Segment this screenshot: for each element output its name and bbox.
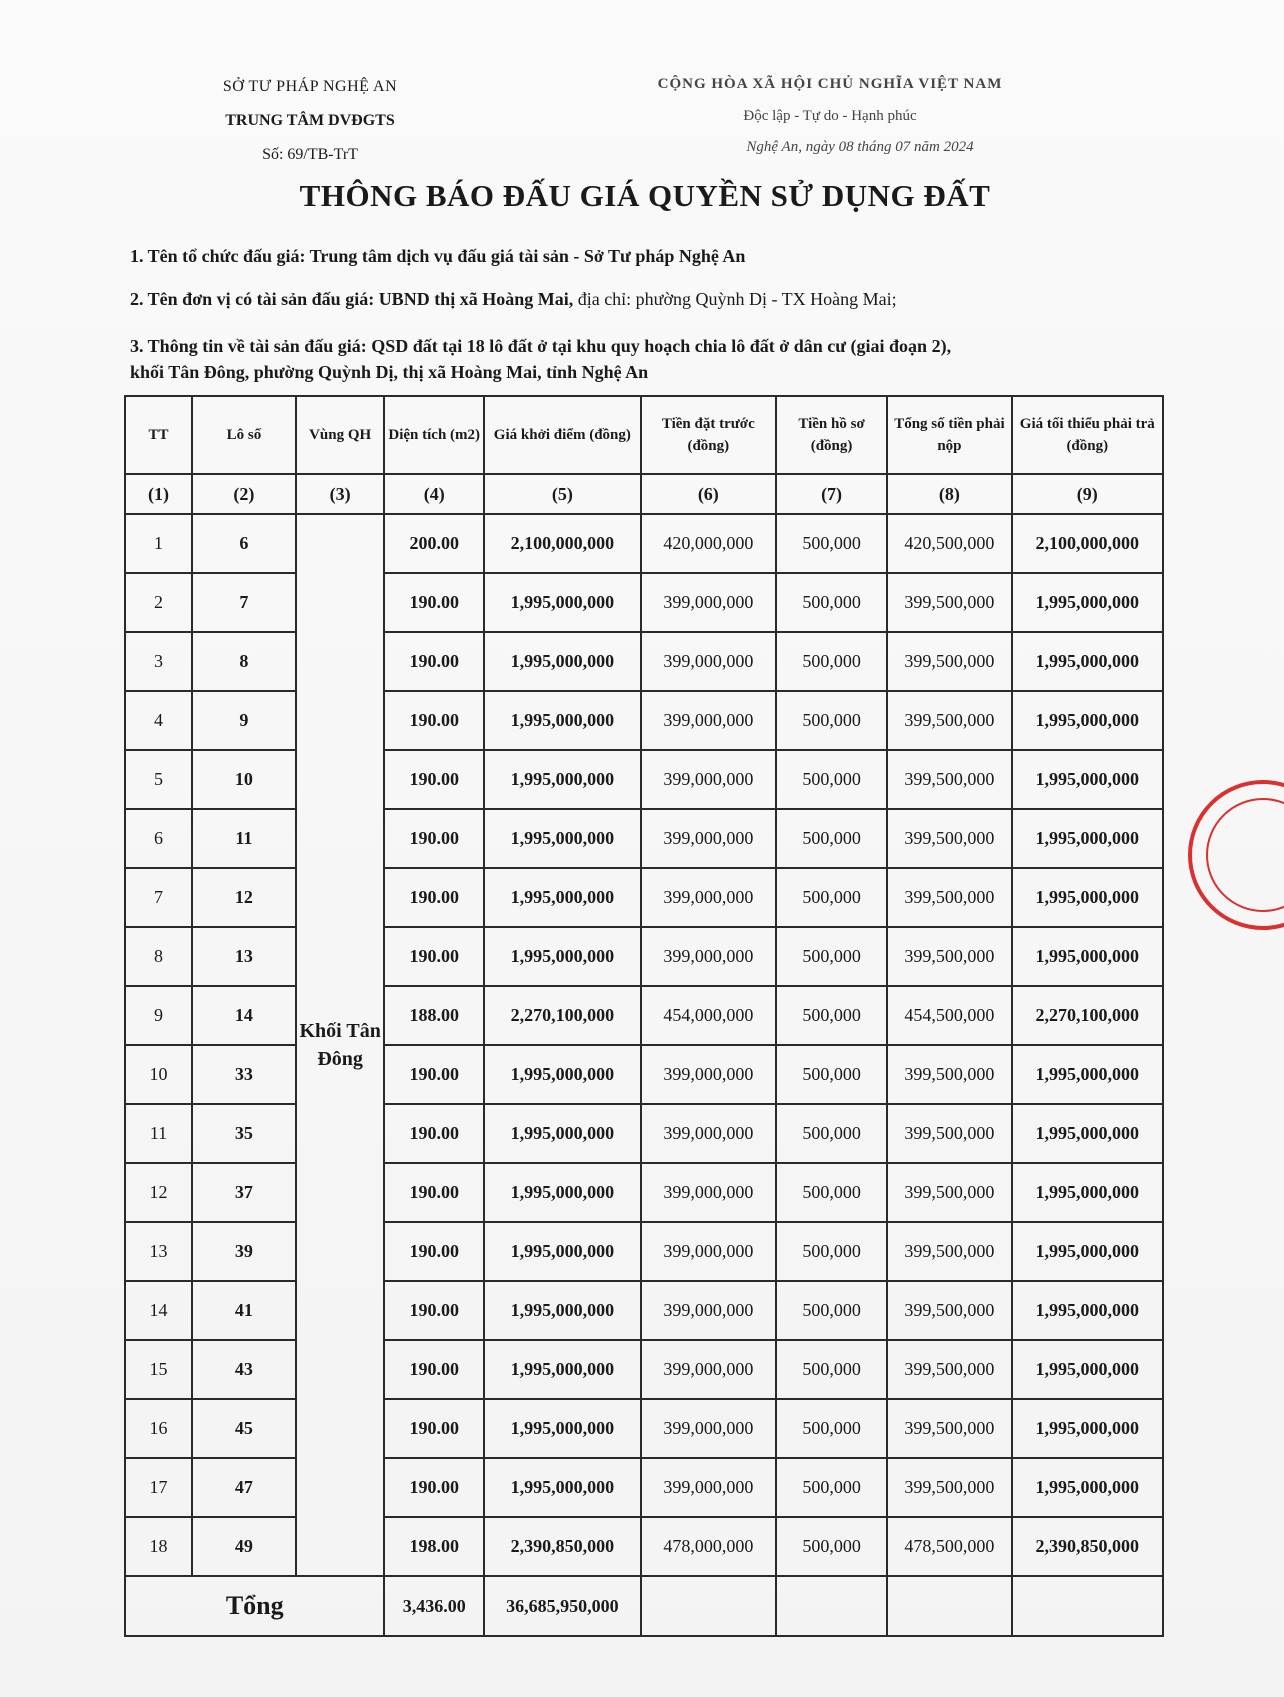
cell-area: 200.00 [384, 514, 483, 573]
cell-deposit: 399,000,000 [641, 1458, 776, 1517]
cell-min-price: 1,995,000,000 [1012, 573, 1163, 632]
cell-min-price: 1,995,000,000 [1012, 691, 1163, 750]
cell-start-price: 1,995,000,000 [484, 1340, 641, 1399]
cell-deposit: 399,000,000 [641, 750, 776, 809]
cell-area: 190.00 [384, 809, 483, 868]
cell-total-due: 399,500,000 [887, 750, 1011, 809]
cell-fee: 500,000 [776, 632, 887, 691]
cell-start-price: 1,995,000,000 [484, 868, 641, 927]
cell-area: 190.00 [384, 1340, 483, 1399]
cell-fee: 500,000 [776, 514, 887, 573]
cell-start-price: 1,995,000,000 [484, 809, 641, 868]
table-row [125, 1281, 1163, 1340]
table-row [125, 1222, 1163, 1281]
cell-zone: Khối Tân Đông [296, 514, 385, 1576]
cell-tt: 11 [125, 1104, 192, 1163]
cell-lot: 37 [192, 1163, 296, 1222]
cell-area: 190.00 [384, 927, 483, 986]
cell-tt: 17 [125, 1458, 192, 1517]
col-index: (8) [887, 474, 1011, 514]
place-date: Nghệ An, ngày 08 tháng 07 năm 2024 [746, 139, 974, 155]
cell-lot: 10 [192, 750, 296, 809]
col-index: (5) [484, 474, 641, 514]
cell-min-price: 1,995,000,000 [1012, 1163, 1163, 1222]
nation-name: CỘNG HÒA XÃ HỘI CHỦ NGHĨA VIỆT NAM [657, 76, 1003, 92]
cell-deposit: 399,000,000 [641, 1340, 776, 1399]
cell-fee: 500,000 [776, 986, 887, 1045]
cell-lot: 12 [192, 868, 296, 927]
table-row [125, 691, 1163, 750]
cell-min-price: 1,995,000,000 [1012, 1458, 1163, 1517]
cell-lot: 49 [192, 1517, 296, 1576]
cell-area: 190.00 [384, 750, 483, 809]
cell-min-price: 1,995,000,000 [1012, 1222, 1163, 1281]
col-index: (1) [125, 474, 192, 514]
cell-tt: 16 [125, 1399, 192, 1458]
cell-fee: 500,000 [776, 750, 887, 809]
cell-total-due: 399,500,000 [887, 1045, 1011, 1104]
cell-min-price: 1,995,000,000 [1012, 632, 1163, 691]
cell-min-price: 1,995,000,000 [1012, 1104, 1163, 1163]
cell-deposit: 399,000,000 [641, 1399, 776, 1458]
info-item-3-line1: 3. Thông tin về tài sản đấu giá: QSD đất tại 18 lô đất ở tại khu quy hoạch chia lô đất ở dân cư (giai đoạn 2), [130, 336, 952, 356]
col-header: Giá khởi điểm (đồng) [484, 396, 641, 474]
cell-start-price: 1,995,000,000 [484, 750, 641, 809]
cell-tt: 10 [125, 1045, 192, 1104]
cell-deposit: 399,000,000 [641, 1222, 776, 1281]
total-area: 3,436.00 [384, 1576, 483, 1636]
table-row [125, 514, 1163, 573]
table-row [125, 1045, 1163, 1104]
cell-min-price: 1,995,000,000 [1012, 927, 1163, 986]
cell-deposit: 399,000,000 [641, 691, 776, 750]
table-row [125, 1517, 1163, 1576]
cell-total-due: 399,500,000 [887, 632, 1011, 691]
cell-start-price: 1,995,000,000 [484, 1399, 641, 1458]
cell-fee: 500,000 [776, 927, 887, 986]
table-row [125, 1163, 1163, 1222]
table-row [125, 573, 1163, 632]
cell-lot: 43 [192, 1340, 296, 1399]
col-index: (9) [1012, 474, 1163, 514]
table-row [125, 1340, 1163, 1399]
cell-tt: 12 [125, 1163, 192, 1222]
cell-start-price: 1,995,000,000 [484, 1104, 641, 1163]
cell-area: 198.00 [384, 1517, 483, 1576]
cell-start-price: 1,995,000,000 [484, 927, 641, 986]
cell-area: 190.00 [384, 868, 483, 927]
cell-deposit: 399,000,000 [641, 632, 776, 691]
cell-area: 190.00 [384, 1399, 483, 1458]
table-row [125, 1104, 1163, 1163]
cell-tt: 1 [125, 514, 192, 573]
cell-tt: 8 [125, 927, 192, 986]
cell-lot: 41 [192, 1281, 296, 1340]
cell-tt: 9 [125, 986, 192, 1045]
info-item-2-address: địa chỉ: phường Quỳnh Dị - TX Hoàng Mai; [577, 289, 897, 309]
cell-deposit: 399,000,000 [641, 868, 776, 927]
cell-tt: 15 [125, 1340, 192, 1399]
cell-min-price: 2,100,000,000 [1012, 514, 1163, 573]
info-item-2-label: 2. Tên đơn vị có tài sản đấu giá: [130, 289, 375, 309]
cell-start-price: 1,995,000,000 [484, 573, 641, 632]
table-row [125, 809, 1163, 868]
cell-area: 190.00 [384, 632, 483, 691]
header-row [125, 396, 1163, 474]
cell-lot: 45 [192, 1399, 296, 1458]
cell-lot: 7 [192, 573, 296, 632]
total-label: Tổng [125, 1576, 384, 1636]
cell-fee: 500,000 [776, 868, 887, 927]
doc-number: Số: 69/TB-TrT [262, 146, 358, 163]
cell-lot: 9 [192, 691, 296, 750]
cell-min-price: 1,995,000,000 [1012, 750, 1163, 809]
info-item-2 [130, 286, 1180, 312]
cell-area: 190.00 [384, 1458, 483, 1517]
cell-deposit: 399,000,000 [641, 809, 776, 868]
cell-fee: 500,000 [776, 1281, 887, 1340]
cell-tt: 14 [125, 1281, 192, 1340]
cell-deposit: 420,000,000 [641, 514, 776, 573]
cell-start-price: 1,995,000,000 [484, 1458, 641, 1517]
cell-tt: 3 [125, 632, 192, 691]
cell-min-price: 1,995,000,000 [1012, 809, 1163, 868]
cell-lot: 35 [192, 1104, 296, 1163]
cell-total-due: 399,500,000 [887, 1222, 1011, 1281]
cell-fee: 500,000 [776, 1517, 887, 1576]
cell-fee: 500,000 [776, 1340, 887, 1399]
empty-cell [887, 1576, 1011, 1636]
org-parent: SỞ TƯ PHÁP NGHỆ AN [222, 78, 398, 95]
table-row [125, 750, 1163, 809]
col-header: Tổng số tiền phải nộp [887, 396, 1011, 474]
cell-total-due: 399,500,000 [887, 809, 1011, 868]
cell-total-due: 399,500,000 [887, 573, 1011, 632]
cell-tt: 18 [125, 1517, 192, 1576]
info-item-3 [130, 333, 1180, 385]
table-row [125, 986, 1163, 1045]
cell-total-due: 399,500,000 [887, 1340, 1011, 1399]
cell-start-price: 2,390,850,000 [484, 1517, 641, 1576]
org-unit: TRUNG TÂM DVĐGTS [225, 112, 395, 129]
table-row [125, 868, 1163, 927]
col-index: (3) [296, 474, 385, 514]
table-row [125, 927, 1163, 986]
col-header: Diện tích (m2) [384, 396, 483, 474]
info-item-1 [130, 243, 1180, 269]
info-item-3-line2: khối Tân Đông, phường Quỳnh Dị, thị xã Hoàng Mai, tỉnh Nghệ An [130, 362, 649, 382]
cell-total-due: 478,500,000 [887, 1517, 1011, 1576]
cell-start-price: 1,995,000,000 [484, 1163, 641, 1222]
cell-fee: 500,000 [776, 809, 887, 868]
cell-fee: 500,000 [776, 1399, 887, 1458]
cell-lot: 11 [192, 809, 296, 868]
cell-area: 190.00 [384, 1163, 483, 1222]
col-header: Vùng QH [296, 396, 385, 474]
cell-area: 190.00 [384, 1222, 483, 1281]
cell-area: 190.00 [384, 573, 483, 632]
cell-start-price: 2,100,000,000 [484, 514, 641, 573]
col-index: (2) [192, 474, 296, 514]
issuer-block [190, 70, 430, 172]
total-start-price: 36,685,950,000 [484, 1576, 641, 1636]
cell-lot: 39 [192, 1222, 296, 1281]
cell-total-due: 420,500,000 [887, 514, 1011, 573]
cell-min-price: 1,995,000,000 [1012, 1399, 1163, 1458]
cell-start-price: 2,270,100,000 [484, 986, 641, 1045]
cell-tt: 7 [125, 868, 192, 927]
cell-total-due: 454,500,000 [887, 986, 1011, 1045]
total-row [125, 1576, 1163, 1636]
col-index: (4) [384, 474, 483, 514]
cell-area: 190.00 [384, 691, 483, 750]
cell-lot: 8 [192, 632, 296, 691]
cell-deposit: 399,000,000 [641, 1104, 776, 1163]
cell-total-due: 399,500,000 [887, 1458, 1011, 1517]
cell-area: 190.00 [384, 1045, 483, 1104]
table-row [125, 1458, 1163, 1517]
cell-deposit: 399,000,000 [641, 573, 776, 632]
table-row [125, 632, 1163, 691]
cell-total-due: 399,500,000 [887, 1281, 1011, 1340]
cell-total-due: 399,500,000 [887, 691, 1011, 750]
cell-area: 190.00 [384, 1104, 483, 1163]
motto: Độc lập - Tự do - Hạnh phúc [743, 108, 917, 124]
cell-start-price: 1,995,000,000 [484, 1281, 641, 1340]
cell-min-price: 1,995,000,000 [1012, 1045, 1163, 1104]
cell-min-price: 2,390,850,000 [1012, 1517, 1163, 1576]
cell-area: 190.00 [384, 1281, 483, 1340]
cell-tt: 6 [125, 809, 192, 868]
cell-tt: 2 [125, 573, 192, 632]
cell-deposit: 454,000,000 [641, 986, 776, 1045]
col-header: Giá tối thiểu phải trả (đồng) [1012, 396, 1163, 474]
info-item-1-label: 1. Tên tổ chức đấu giá: [130, 246, 306, 266]
table-row [125, 1399, 1163, 1458]
cell-lot: 6 [192, 514, 296, 573]
cell-deposit: 399,000,000 [641, 1045, 776, 1104]
info-item-1-value: Trung tâm dịch vụ đấu giá tài sản - Sở Tư pháp Nghệ An [309, 246, 746, 266]
info-item-2-value: UBND thị xã Hoàng Mai, [378, 289, 574, 309]
cell-lot: 33 [192, 1045, 296, 1104]
red-seal-stamp [1188, 780, 1284, 930]
empty-cell [776, 1576, 887, 1636]
cell-min-price: 1,995,000,000 [1012, 1281, 1163, 1340]
col-header: Tiền đặt trước (đồng) [641, 396, 776, 474]
cell-start-price: 1,995,000,000 [484, 691, 641, 750]
cell-fee: 500,000 [776, 573, 887, 632]
col-index: (7) [776, 474, 887, 514]
cell-min-price: 1,995,000,000 [1012, 868, 1163, 927]
cell-total-due: 399,500,000 [887, 1163, 1011, 1222]
cell-total-due: 399,500,000 [887, 868, 1011, 927]
cell-deposit: 478,000,000 [641, 1517, 776, 1576]
cell-fee: 500,000 [776, 1458, 887, 1517]
cell-start-price: 1,995,000,000 [484, 1222, 641, 1281]
col-header: TT [125, 396, 192, 474]
cell-area: 188.00 [384, 986, 483, 1045]
cell-deposit: 399,000,000 [641, 1163, 776, 1222]
auction-table [124, 395, 1164, 1637]
cell-fee: 500,000 [776, 1163, 887, 1222]
page-title: THÔNG BÁO ĐẤU GIÁ QUYỀN SỬ DỤNG ĐẤT [299, 178, 991, 213]
cell-fee: 500,000 [776, 691, 887, 750]
index-row [125, 474, 1163, 514]
cell-total-due: 399,500,000 [887, 927, 1011, 986]
cell-deposit: 399,000,000 [641, 1281, 776, 1340]
cell-start-price: 1,995,000,000 [484, 1045, 641, 1104]
cell-start-price: 1,995,000,000 [484, 632, 641, 691]
cell-min-price: 2,270,100,000 [1012, 986, 1163, 1045]
cell-fee: 500,000 [776, 1222, 887, 1281]
empty-cell [1012, 1576, 1163, 1636]
cell-total-due: 399,500,000 [887, 1104, 1011, 1163]
cell-lot: 47 [192, 1458, 296, 1517]
cell-lot: 13 [192, 927, 296, 986]
col-header: Tiền hồ sơ (đồng) [776, 396, 887, 474]
col-index: (6) [641, 474, 776, 514]
cell-fee: 500,000 [776, 1104, 887, 1163]
col-header: Lô số [192, 396, 296, 474]
national-header [620, 68, 1040, 162]
cell-tt: 13 [125, 1222, 192, 1281]
cell-fee: 500,000 [776, 1045, 887, 1104]
cell-total-due: 399,500,000 [887, 1399, 1011, 1458]
cell-lot: 14 [192, 986, 296, 1045]
cell-tt: 4 [125, 691, 192, 750]
cell-min-price: 1,995,000,000 [1012, 1340, 1163, 1399]
cell-deposit: 399,000,000 [641, 927, 776, 986]
cell-tt: 5 [125, 750, 192, 809]
empty-cell [641, 1576, 776, 1636]
